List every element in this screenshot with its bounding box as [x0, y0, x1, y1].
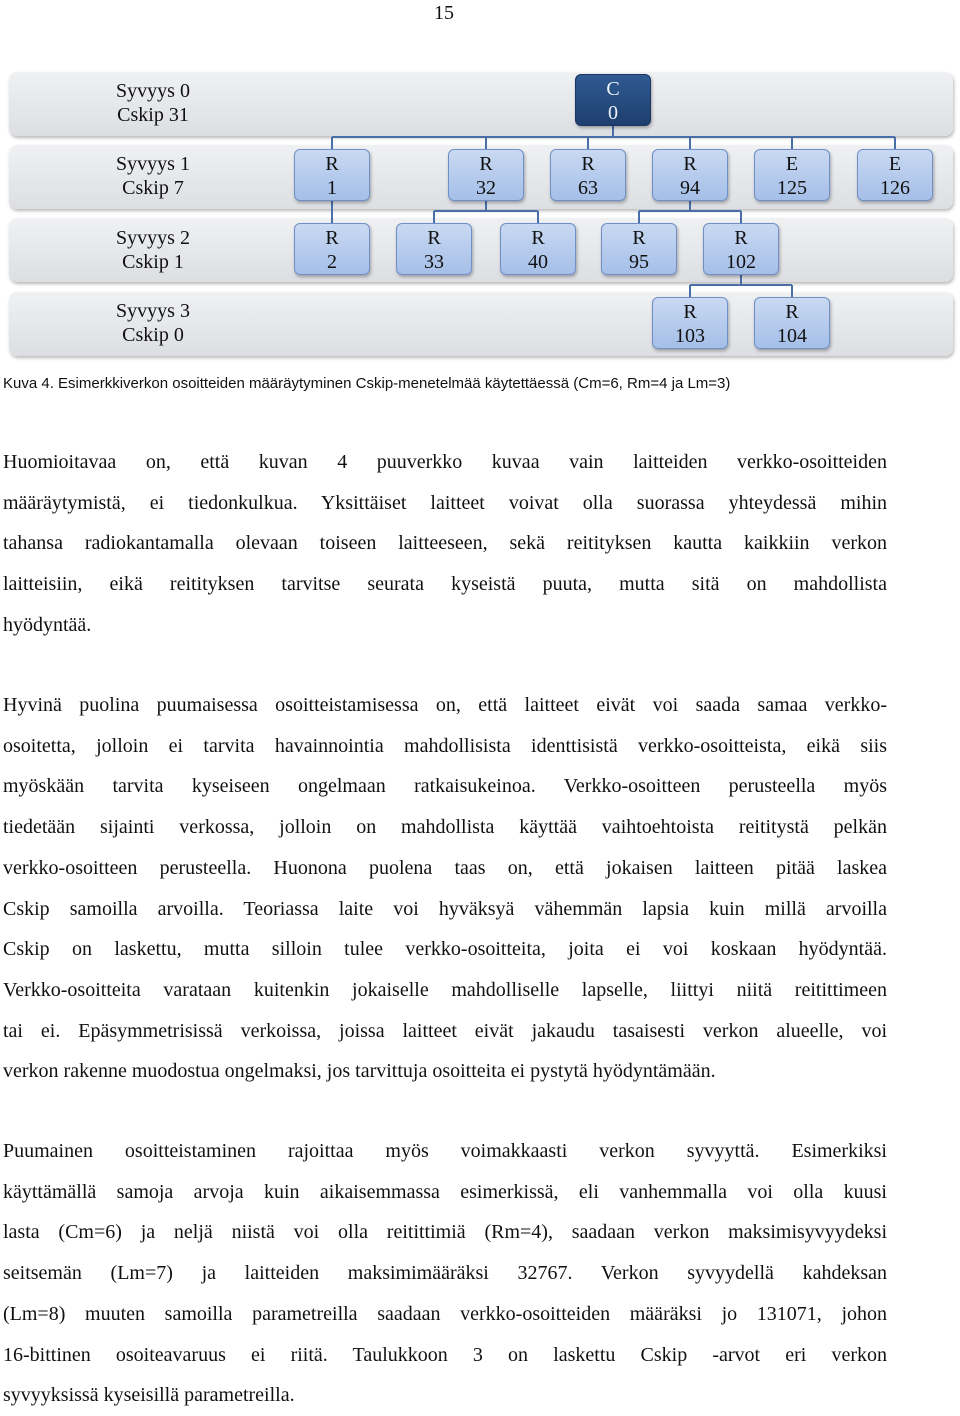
- connector-r94: [639, 201, 741, 223]
- node-r33: R 33: [396, 223, 472, 275]
- paragraph-line: 16-bittinen osoiteavaruus ei riitä. Taulukkoon 3 on laskettu Cskip -arvot eri verkon: [3, 1343, 887, 1366]
- node-r40: R 40: [500, 223, 576, 275]
- paragraph-line: hyödyntää.: [3, 613, 92, 636]
- node-r2: R 2: [294, 223, 370, 275]
- paragraph-line: osoitetta, jolloin ei tarvita havainnointia mahdollisista identtisistä verkko-osoitteista, eikä siis: [3, 734, 887, 757]
- paragraph-line: tai ei. Epäsymmetrisissä verkoissa, joissa laitteet eivät jakaudu tasaisesti verkon alueelle, voi: [3, 1019, 887, 1042]
- node-c0: C 0: [575, 74, 651, 126]
- paragraph-line: seitsemän (Lm=7) ja laitteiden maksimimääräksi 32767. Verkon syvyydellä kahdeksan: [3, 1262, 887, 1285]
- paragraph-line: laitteisiin, eikä reitityksen tarvitse seurata kyseistä puuta, mutta sitä on mahdollista: [3, 573, 887, 596]
- paragraph-line: (Lm=8) muuten samoilla parametreilla saadaan verkko-osoitteiden määräksi jo 131071, johon: [3, 1302, 887, 1325]
- node-r94: R 94: [652, 149, 728, 201]
- paragraph-line: verkko-osoitteen perusteella. Huonona puolena taas on, että jokaisen laitteen pitää laskea: [3, 856, 887, 879]
- paragraph-line: tahansa radiokantamalla olevaan toiseen laitteeseen, sekä reitityksen kautta kaikkiin verkon: [3, 532, 887, 555]
- node-r102: R 102: [703, 223, 779, 275]
- node-e126: E 126: [857, 149, 933, 201]
- node-r103: R 103: [652, 297, 728, 349]
- paragraph-line: käyttämällä samoja arvoja kuin aikaisemmassa esimerkissä, eli vanhemmalla voi olla kuusi: [3, 1180, 887, 1203]
- paragraph-line: Verkko-osoitteita varataan kuitenkin jokaiselle mahdolliselle lapselle, liittyi niitä reitittimeen: [3, 978, 887, 1001]
- node-e125: E 125: [754, 149, 830, 201]
- paragraph-1: [3, 442, 887, 646]
- node-r104: R 104: [754, 297, 830, 349]
- page-number: 15: [434, 2, 454, 24]
- paragraph-line: myöskään tarvita kyseiseen ongelmaan ratkaisukeinoa. Verkko-osoitteen perusteella myös: [3, 775, 887, 798]
- paragraph-3: [3, 1131, 887, 1416]
- paragraph-line: syvyyksissä kyseisillä parametreilla.: [3, 1384, 295, 1407]
- paragraph-line: määräytymistä, ei tiedonkulkua. Yksittäiset laitteet voivat olla suorassa yhteydessä mihin: [3, 491, 887, 514]
- paragraph-line: Huomioitavaa on, että kuvan 4 puuverkko kuvaa vain laitteiden verkko-osoitteiden: [3, 451, 887, 473]
- connector-c0: [332, 126, 895, 150]
- node-r63: R 63: [550, 149, 626, 201]
- paragraph-line: tiedetään sijainti verkossa, jolloin on mahdollista käyttää vaihtoehtoista reititystä pelkän: [3, 816, 887, 839]
- row-label-depth-1: Syvyys 1 Cskip 7: [116, 153, 190, 199]
- node-r1: R 1: [294, 149, 370, 201]
- row-label-depth-0: Syvyys 0 Cskip 31: [116, 80, 190, 126]
- paragraph-line: verkon rakenne muodostua ongelmaksi, jos tarvittuja osoitteita ei pystytä hyödyntämään.: [3, 1060, 716, 1083]
- paragraph-line: lasta (Cm=6) ja neljä niistä voi olla reitittimiä (Rm=4), saadaan verkon maksimisyvyydeksi: [3, 1221, 887, 1244]
- row-label-depth-3: Syvyys 3 Cskip 0: [116, 300, 190, 346]
- paragraph-line: Puumainen osoitteistaminen rajoittaa myös voimakkaasti verkon syvyyttä. Esimerkiksi: [3, 1140, 887, 1162]
- paragraph-2: [3, 685, 887, 1092]
- paragraph-line: Hyvinä puolina puumaisessa osoitteistamisessa on, että laitteet eivät voi saada samaa verkko-: [3, 694, 887, 716]
- connector-r102: [690, 275, 792, 297]
- node-r95: R 95: [601, 223, 677, 275]
- paragraph-line: Cskip samoilla arvoilla. Teoriassa laite voi hyväksyä vähemmän lapsia kuin millä arvoilla: [3, 897, 887, 920]
- row-label-depth-2: Syvyys 2 Cskip 1: [116, 227, 190, 273]
- connector-r32: [434, 201, 538, 223]
- node-r32: R 32: [448, 149, 524, 201]
- paragraph-line: Cskip on laskettu, mutta silloin tulee verkko-osoitteita, joita ei voi koskaan hyödyntää.: [3, 938, 887, 961]
- figure-caption: Kuva 4. Esimerkkiverkon osoitteiden määräytyminen Cskip-menetelmää käytettäessä (Cm=6, Rm=4 ja Lm=3): [3, 375, 731, 392]
